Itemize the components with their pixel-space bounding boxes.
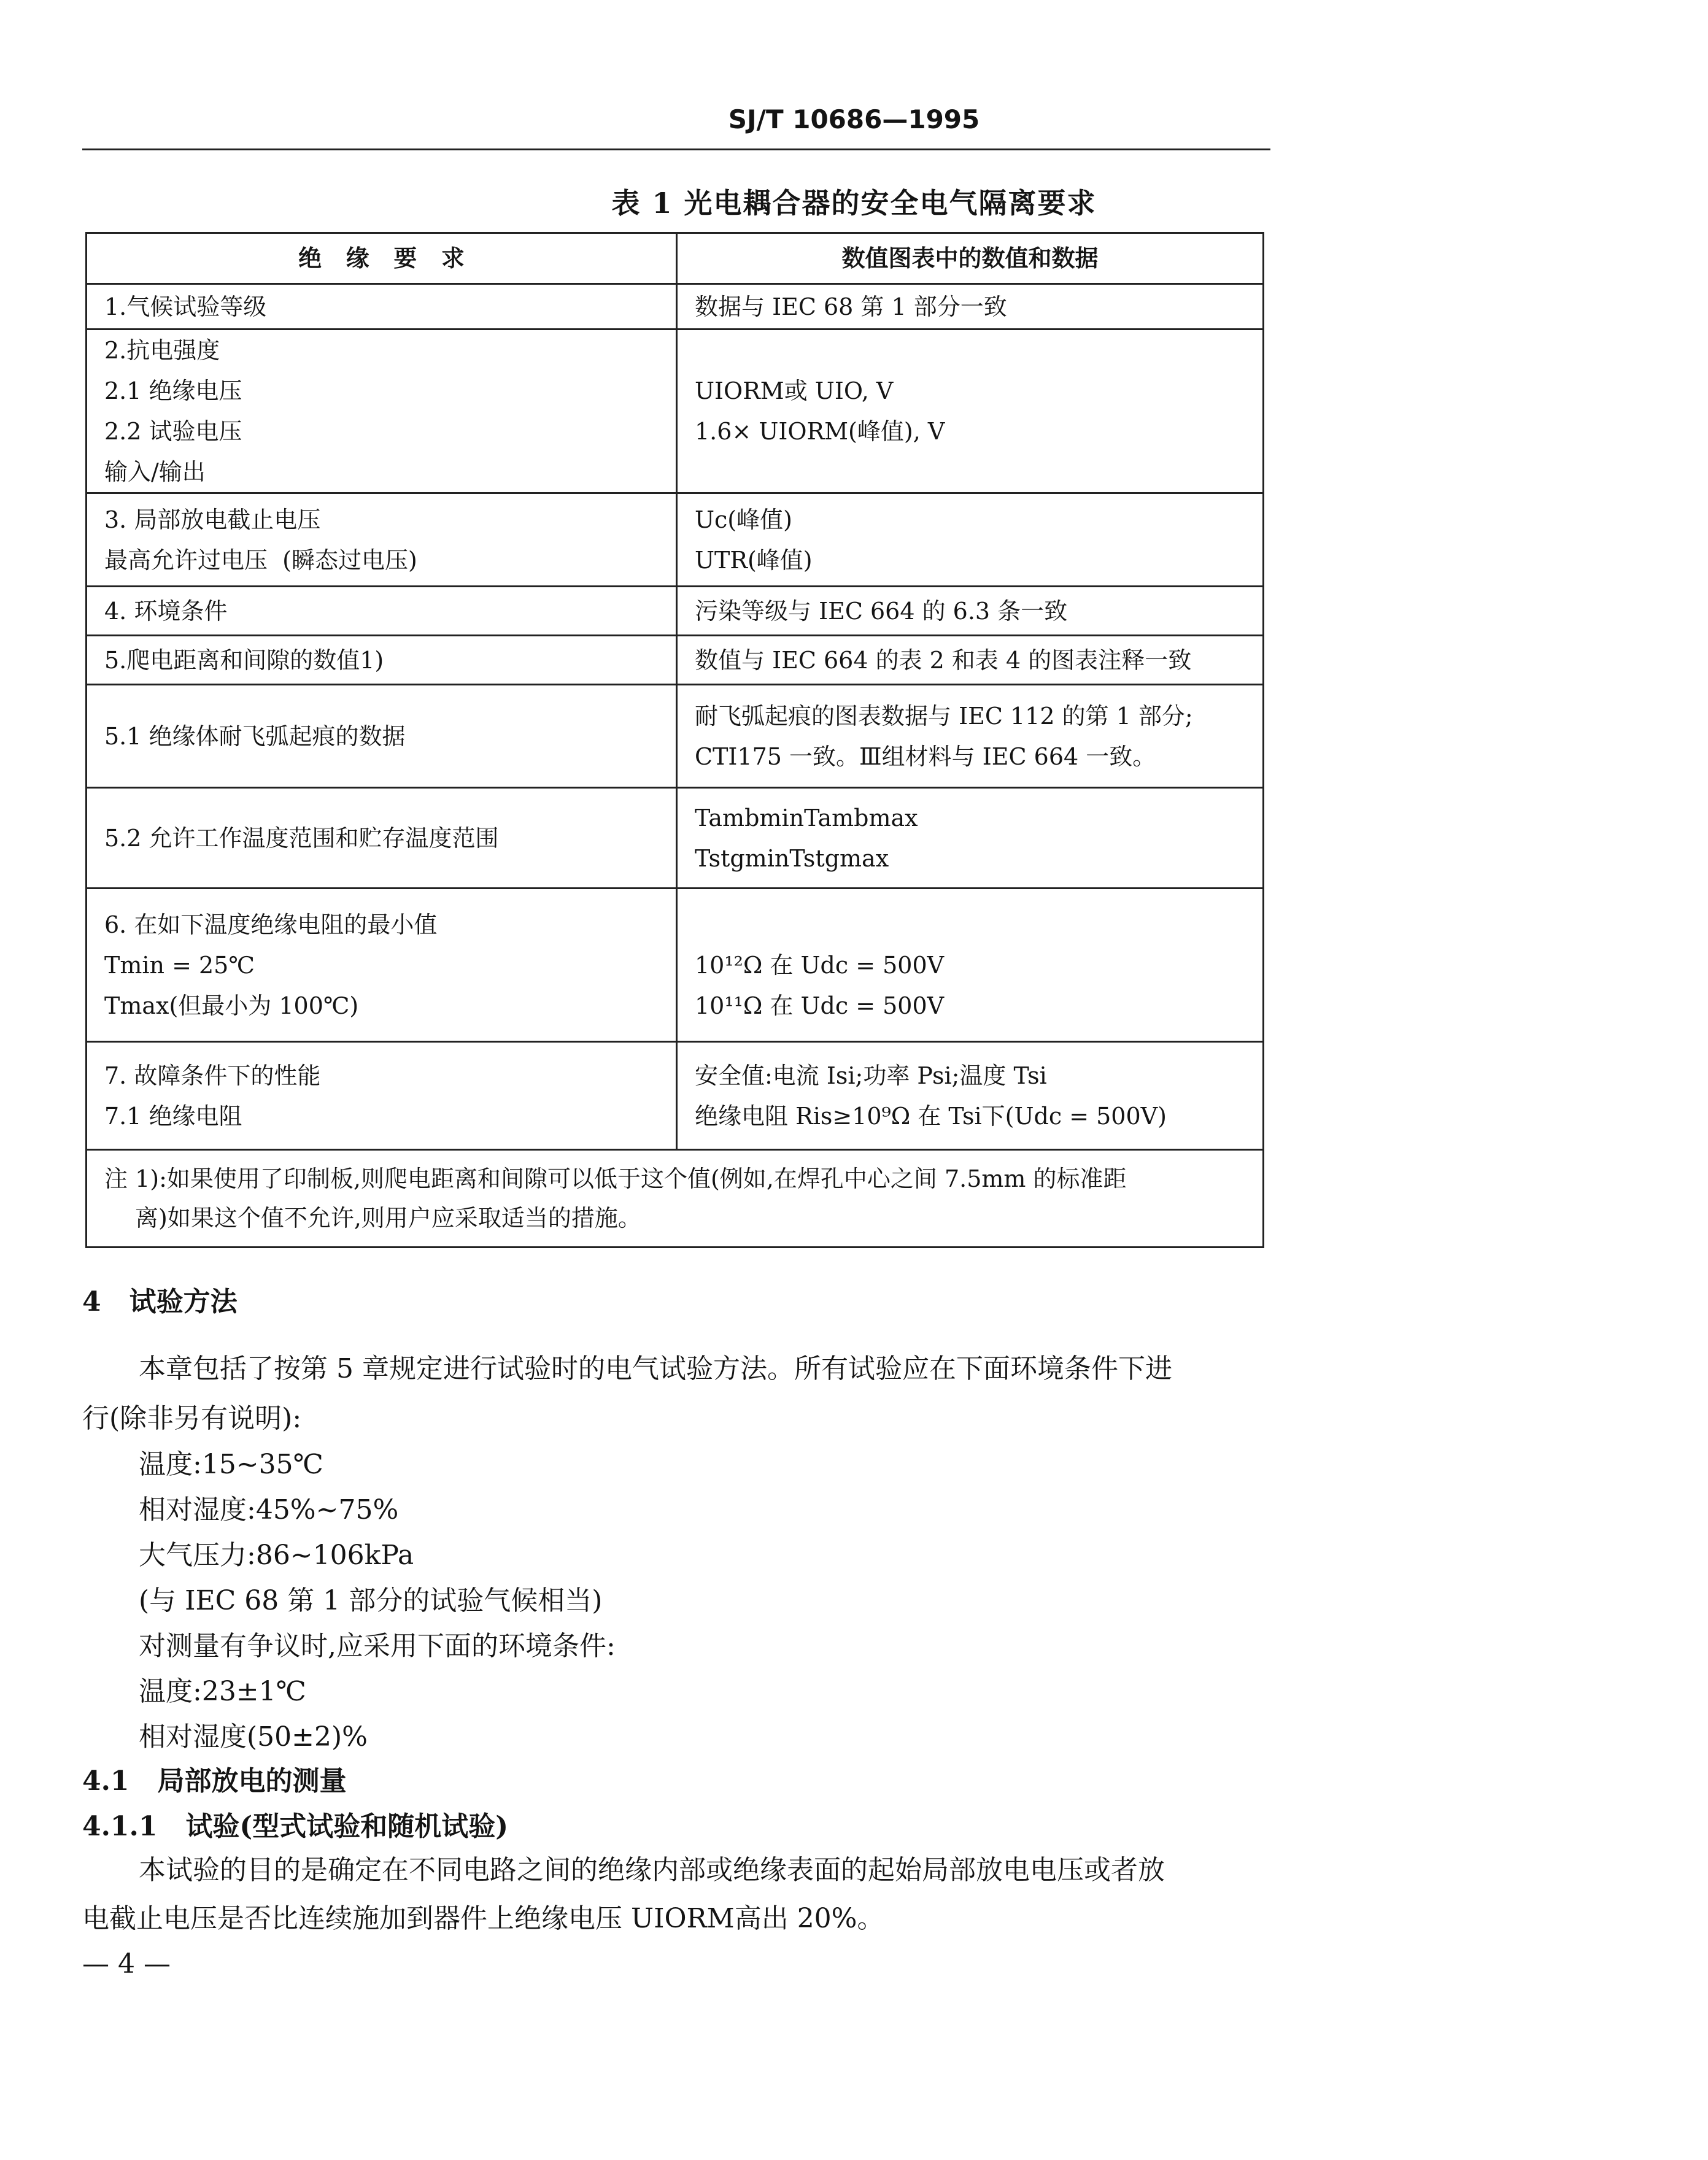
- requirement-cell: [87, 636, 677, 685]
- col-header-value: 数值图表中的数值和数据: [677, 233, 1264, 284]
- header-rule: [82, 148, 1270, 150]
- section-4-intro: [82, 1347, 1273, 1391]
- table-footnote: [87, 1150, 1264, 1248]
- table-note-row: [87, 1150, 1264, 1248]
- value-text: 数据与 IEC 68 第 1 部分一致: [695, 293, 1007, 320]
- condition-humidity: 相对湿度:45%~75%: [139, 1494, 399, 1526]
- requirement-cell: [87, 788, 677, 889]
- requirement-text: Tmax(但最小为 100℃): [104, 992, 359, 1019]
- condition-temperature: 温度:15~35℃: [139, 1449, 323, 1480]
- section-4-1-1-heading: 4.1.1 试验(型式试验和随机试验): [82, 1811, 509, 1842]
- requirement-text: 2.1 绝缘电压: [104, 377, 242, 404]
- requirement-cell: [87, 889, 677, 1042]
- requirement-text: 5.2 允许工作温度范围和贮存温度范围: [104, 824, 499, 852]
- requirement-cell: [87, 685, 677, 788]
- empty-line: [695, 330, 1262, 371]
- requirement-text: 7.1 绝缘电阻: [104, 1102, 242, 1130]
- table-header-row: [87, 233, 1264, 284]
- purpose-line-1: 本试验的目的是确定在不同电路之间的绝缘内部或绝缘表面的起始局部放电电压或者放: [139, 1854, 1165, 1886]
- intro-line-2: 行(除非另有说明):: [82, 1403, 302, 1434]
- value-cell: [677, 889, 1264, 1042]
- purpose-paragraph: [82, 1848, 1273, 1892]
- page-number: — 4 —: [82, 1948, 171, 1980]
- value-cell: [677, 636, 1264, 685]
- value-text: 耐飞弧起痕的图表数据与 IEC 112 的第 1 部分;: [695, 702, 1193, 730]
- requirement-text: 7. 故障条件下的性能: [104, 1062, 321, 1089]
- table-row: [87, 636, 1264, 685]
- condition-climate-note: (与 IEC 68 第 1 部分的试验气候相当): [139, 1585, 603, 1616]
- condition-pressure: 大气压力:86~106kPa: [139, 1540, 414, 1571]
- value-text: 数值与 IEC 664 的表 2 和表 4 的图表注释一致: [695, 646, 1192, 674]
- value-cell: [677, 284, 1264, 330]
- condition-dispute-intro: 对测量有争议时,应采用下面的环境条件:: [139, 1630, 616, 1662]
- table-row: [87, 788, 1264, 889]
- requirement-text: 输入/输出: [104, 458, 206, 485]
- empty-line: [695, 452, 1262, 492]
- requirement-cell: [87, 493, 677, 587]
- value-text: TambminTambmax: [695, 804, 918, 831]
- value-cell: [677, 330, 1264, 493]
- requirement-text: 4. 环境条件: [104, 597, 228, 625]
- value-text: TstgminTstgmax: [695, 844, 889, 872]
- footnote-text: 注 1):如果使用了印制板,则爬电距离和间隙可以低于这个值(例如,在焊孔中心之间 7.5mm 的标准距: [104, 1165, 1127, 1192]
- requirement-cell: [87, 284, 677, 330]
- value-cell: [677, 685, 1264, 788]
- requirement-text: 1.气候试验等级: [104, 293, 267, 320]
- requirement-text: 5.1 绝缘体耐飞弧起痕的数据: [104, 722, 406, 750]
- value-cell: [677, 1042, 1264, 1150]
- requirement-cell: [87, 1042, 677, 1150]
- isolation-requirements-table: [85, 232, 1264, 1248]
- requirement-text: 6. 在如下温度绝缘电阻的最小值: [104, 911, 438, 938]
- value-text: 污染等级与 IEC 664 的 6.3 条一致: [695, 597, 1068, 625]
- footnote-text: 离)如果这个值不允许,则用户应采取适当的措施。: [135, 1205, 641, 1232]
- value-text: 10¹²Ω 在 Udc = 500V: [695, 951, 945, 979]
- value-cell: [677, 587, 1264, 636]
- condition-dispute-temperature: 温度:23±1℃: [139, 1676, 306, 1707]
- table-row: [87, 889, 1264, 1042]
- section-4-heading: 4 试验方法: [82, 1286, 238, 1317]
- intro-line-1: 本章包括了按第 5 章规定进行试验时的电气试验方法。所有试验应在下面环境条件下进: [139, 1353, 1172, 1384]
- requirement-text: Tmin = 25℃: [104, 951, 255, 979]
- requirement-text: 5.爬电距离和间隙的数值1): [104, 646, 384, 674]
- table-row: [87, 1042, 1264, 1150]
- condition-dispute-humidity: 相对湿度(50±2)%: [139, 1721, 368, 1753]
- value-text: 1.6× UIORM(峰值), V: [695, 418, 945, 445]
- value-cell: [677, 493, 1264, 587]
- value-text: UTR(峰值): [695, 546, 813, 574]
- value-text: UIORM或 UIO, V: [695, 377, 894, 404]
- table-title: 表 1 光电耦合器的安全电气隔离要求: [611, 187, 1097, 220]
- table-row: [87, 685, 1264, 788]
- requirement-text: 最高允许过电压 (瞬态过电压): [104, 546, 417, 574]
- standard-number-header: SJ/T 10686—1995: [728, 104, 980, 134]
- value-text: Uc(峰值): [695, 506, 792, 533]
- empty-line: [695, 904, 1262, 945]
- table-row: [87, 330, 1264, 493]
- purpose-line-2: 电截止电压是否比连续施加到器件上绝缘电压 UIORM高出 20%。: [82, 1903, 884, 1934]
- requirement-text: 3. 局部放电截止电压: [104, 506, 321, 533]
- table-row: [87, 284, 1264, 330]
- table-row: [87, 493, 1264, 587]
- section-4-1-heading: 4.1 局部放电的测量: [82, 1765, 347, 1797]
- value-cell: [677, 788, 1264, 889]
- value-text: 10¹¹Ω 在 Udc = 500V: [695, 992, 945, 1019]
- requirement-cell: [87, 587, 677, 636]
- value-text: 安全值:电流 Isi;功率 Psi;温度 Tsi: [695, 1062, 1047, 1089]
- value-text: CTI175 一致。Ⅲ组材料与 IEC 664 一致。: [695, 742, 1156, 770]
- value-text: 绝缘电阻 Ris≥10⁹Ω 在 Tsi下(Udc = 500V): [695, 1102, 1167, 1130]
- requirement-text: 2.2 试验电压: [104, 418, 242, 445]
- requirement-text: 2.抗电强度: [104, 337, 220, 364]
- table-row: [87, 587, 1264, 636]
- col-header-requirement: 绝 缘 要 求: [87, 233, 677, 284]
- requirement-cell: [87, 330, 677, 493]
